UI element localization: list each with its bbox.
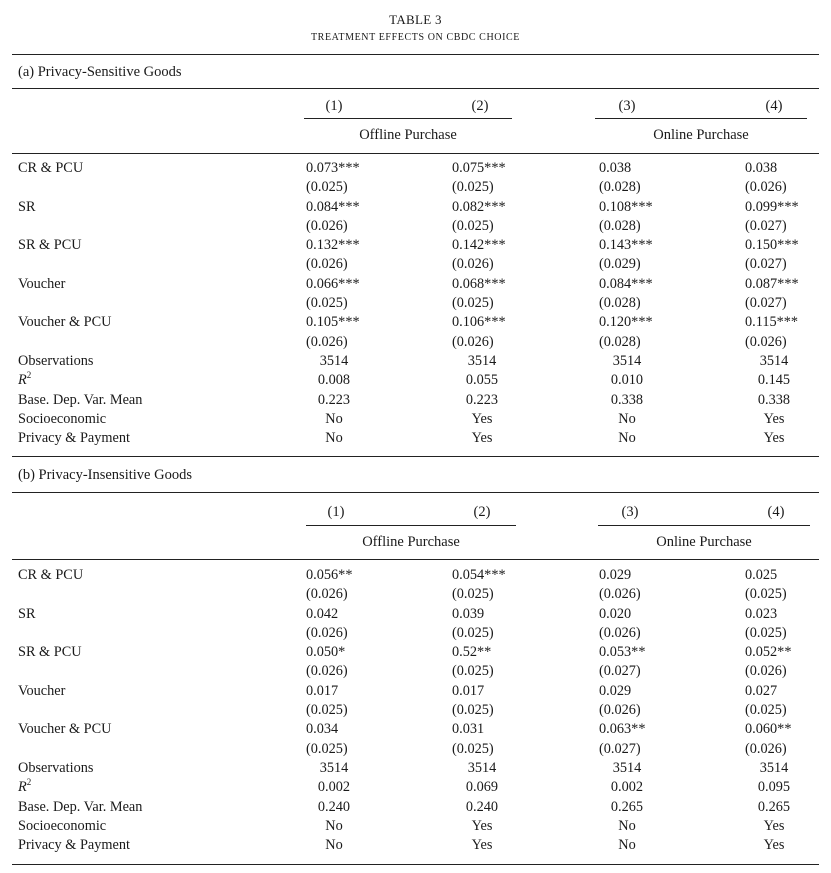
table-cell: 0.023 xyxy=(745,605,778,622)
panel-a-colnum-4: (4) xyxy=(765,98,783,114)
row-label: Privacy & Payment xyxy=(18,837,130,854)
table-cell: 0.017 xyxy=(452,682,485,699)
se-row xyxy=(0,217,831,236)
table-cell: No xyxy=(325,410,343,427)
coef-row xyxy=(0,643,831,662)
panel-b-colnum-1: (1) xyxy=(327,504,345,520)
table-cell: 0.068*** xyxy=(452,275,506,292)
table-cell: 0.038 xyxy=(745,160,778,176)
table-cell: (0.026) xyxy=(306,333,348,350)
table-cell: 0.223 xyxy=(465,391,499,408)
coef-row xyxy=(0,720,831,739)
stat-row xyxy=(0,391,831,410)
table-cell: (0.026) xyxy=(599,624,641,641)
coef-row xyxy=(0,159,831,178)
table-cell: 0.150*** xyxy=(745,237,799,254)
table-cell: 0.054*** xyxy=(452,567,506,583)
panel-b-colnum-2: (2) xyxy=(473,504,491,520)
table-cell: 0.052** xyxy=(745,644,792,661)
row-label: CR & PCU xyxy=(18,160,84,176)
se-row xyxy=(0,740,831,759)
table-cell: (0.027) xyxy=(599,663,641,680)
table-cell: (0.026) xyxy=(306,586,348,603)
table-cell: Yes xyxy=(471,837,493,854)
se-row xyxy=(0,624,831,643)
table-cell: Yes xyxy=(471,817,493,834)
table-cell: 0.025 xyxy=(745,567,778,583)
table-cell: (0.028) xyxy=(599,179,641,196)
table-cell: 0.095 xyxy=(757,779,791,796)
table-cell: (0.029) xyxy=(599,256,641,273)
table-cell: 0.132*** xyxy=(306,237,360,254)
row-label: SR xyxy=(18,605,36,622)
table-cell: (0.026) xyxy=(452,256,494,273)
table-cell: 0.087*** xyxy=(745,275,799,292)
table-cell: (0.026) xyxy=(306,663,348,680)
panel-b-title: (b) Privacy-Insensitive Goods xyxy=(18,467,192,483)
panel-b-group-offline: Offline Purchase xyxy=(362,534,460,550)
table-cell: 0.031 xyxy=(452,721,485,738)
table-cell: 3514 xyxy=(467,759,497,776)
panel-a-title-rule xyxy=(12,88,819,89)
table-cell: 0.038 xyxy=(599,160,632,176)
table-cell: 0.265 xyxy=(610,798,644,815)
table-cell: 0.042 xyxy=(306,605,339,622)
table-cell: 0.145 xyxy=(757,372,791,389)
table-cell: (0.025) xyxy=(452,295,494,312)
table-cell: 0.039 xyxy=(452,605,485,622)
table-cell: 0.105*** xyxy=(306,314,360,331)
row-label: Voucher xyxy=(18,275,66,292)
table-cell: 0.338 xyxy=(757,391,791,408)
panel-a-body xyxy=(0,159,831,448)
table-cell: Yes xyxy=(471,430,493,447)
table-cell: Yes xyxy=(471,410,493,427)
table-cell: 0.106*** xyxy=(452,314,506,331)
row-label: SR & PCU xyxy=(18,644,82,661)
table-cell: (0.025) xyxy=(452,740,494,757)
table-cell: (0.026) xyxy=(745,333,787,350)
table-cell: 0.120*** xyxy=(599,314,653,331)
table-cell: (0.028) xyxy=(599,295,641,312)
row-label: $R^2$ xyxy=(18,777,32,796)
table-cell: No xyxy=(618,410,636,427)
table-cell: 0.082*** xyxy=(452,198,506,215)
panel-b-colnum-4: (4) xyxy=(767,504,785,520)
table-cell: 3514 xyxy=(612,759,642,776)
panel-b-online-underline xyxy=(598,525,810,526)
row-label: CR & PCU xyxy=(18,567,84,583)
table-cell: No xyxy=(325,837,343,854)
table-cell: (0.025) xyxy=(306,740,348,757)
panel-a-header-rule xyxy=(12,153,819,154)
table-cell: Yes xyxy=(763,837,785,854)
row-label: Voucher & PCU xyxy=(18,314,112,331)
stat-row xyxy=(0,817,831,836)
table-cell: 0.108*** xyxy=(599,198,653,215)
panel-b-colnum-3: (3) xyxy=(621,504,639,520)
panel-a-group-offline: Offline Purchase xyxy=(359,127,457,143)
table-cell: (0.025) xyxy=(452,179,494,196)
table-cell: (0.025) xyxy=(452,624,494,641)
stat-row xyxy=(0,778,831,797)
row-label: $R^2$ xyxy=(18,370,32,389)
table-cell: Yes xyxy=(763,410,785,427)
table-cell: (0.026) xyxy=(745,179,787,196)
table-cell: 0.099*** xyxy=(745,198,799,215)
se-row xyxy=(0,294,831,313)
coef-row xyxy=(0,605,831,624)
stat-row xyxy=(0,410,831,429)
panel-a-online-underline xyxy=(595,118,807,119)
table-cell: 0.066*** xyxy=(306,275,360,292)
table-cell: (0.027) xyxy=(745,295,787,312)
se-row xyxy=(0,662,831,681)
table-cell: 0.240 xyxy=(465,798,499,815)
table-cell: (0.026) xyxy=(306,217,348,234)
row-label: SR & PCU xyxy=(18,237,82,254)
row-label: Base. Dep. Var. Mean xyxy=(18,798,143,815)
table-cell: (0.026) xyxy=(599,702,641,719)
table-cell: 3514 xyxy=(759,759,789,776)
se-row xyxy=(0,585,831,604)
se-row xyxy=(0,178,831,197)
panel-a-colnum-1: (1) xyxy=(325,98,343,114)
table-cell: (0.025) xyxy=(306,702,348,719)
row-label: Observations xyxy=(18,352,94,369)
table-cell: (0.026) xyxy=(599,586,641,603)
table-cell: (0.025) xyxy=(306,179,348,196)
table-cell: 0.143*** xyxy=(599,237,653,254)
panel-a-bottom-rule xyxy=(12,456,819,457)
row-label: Base. Dep. Var. Mean xyxy=(18,391,143,408)
coef-row xyxy=(0,275,831,294)
table-cell: No xyxy=(618,430,636,447)
table-cell: 3514 xyxy=(759,352,789,369)
row-label: Voucher & PCU xyxy=(18,721,112,738)
table-cell: 0.053** xyxy=(599,644,646,661)
table-cell: (0.025) xyxy=(452,702,494,719)
table-cell: (0.025) xyxy=(452,217,494,234)
table-cell: Yes xyxy=(763,817,785,834)
table-cell: 0.034 xyxy=(306,721,339,738)
table-cell: (0.026) xyxy=(306,256,348,273)
table-cell: 0.240 xyxy=(317,798,351,815)
table-cell: 0.223 xyxy=(317,391,351,408)
panel-a-group-online: Online Purchase xyxy=(653,127,749,143)
table-cell: 0.084*** xyxy=(306,198,360,215)
table-cell: 0.017 xyxy=(306,682,339,699)
table-cell: No xyxy=(325,430,343,447)
se-row xyxy=(0,255,831,274)
table-cell: 0.084*** xyxy=(599,275,653,292)
table-cell: 0.008 xyxy=(317,372,351,389)
bottom-rule xyxy=(12,864,819,865)
table-cell: (0.027) xyxy=(745,256,787,273)
panel-a-offline-underline xyxy=(304,118,512,119)
panel-a-colnum-3: (3) xyxy=(618,98,636,114)
table-cell: (0.025) xyxy=(745,624,787,641)
row-label: Observations xyxy=(18,759,94,776)
table-cell: 0.265 xyxy=(757,798,791,815)
table-cell: (0.026) xyxy=(452,333,494,350)
table-cell: (0.026) xyxy=(306,624,348,641)
table-cell: 0.027 xyxy=(745,682,778,699)
table-cell: (0.027) xyxy=(745,217,787,234)
panel-b-header-rule xyxy=(12,559,819,560)
table-cell: 0.063** xyxy=(599,721,646,738)
row-label: Socioeconomic xyxy=(18,410,107,427)
table-cell: 0.060** xyxy=(745,721,792,738)
se-row xyxy=(0,333,831,352)
table-cell: (0.026) xyxy=(745,740,787,757)
row-label: Voucher xyxy=(18,682,66,699)
table-cell: 0.055 xyxy=(465,372,499,389)
table-cell: 0.050* xyxy=(306,644,346,661)
table-cell: (0.025) xyxy=(745,702,787,719)
stat-row xyxy=(0,352,831,371)
table-cell: 0.338 xyxy=(610,391,644,408)
table-cell: 0.075*** xyxy=(452,160,506,176)
table-cell: 0.020 xyxy=(599,605,632,622)
table-title: TABLE 3 xyxy=(389,12,442,27)
table-cell: 3514 xyxy=(467,352,497,369)
panel-a-title: (a) Privacy-Sensitive Goods xyxy=(18,64,182,80)
table-cell: 0.069 xyxy=(465,779,499,796)
table-cell: 0.002 xyxy=(317,779,351,796)
row-label: Privacy & Payment xyxy=(18,430,130,447)
stat-row xyxy=(0,371,831,390)
table-cell: Yes xyxy=(763,430,785,447)
table-cell: (0.028) xyxy=(599,217,641,234)
table-cell: 3514 xyxy=(319,759,349,776)
table-cell: 0.142*** xyxy=(452,237,506,254)
table-cell: 0.115*** xyxy=(745,314,799,331)
coef-row xyxy=(0,236,831,255)
panel-b-group-online: Online Purchase xyxy=(656,534,752,550)
table-cell: No xyxy=(618,837,636,854)
stat-row xyxy=(0,836,831,855)
se-row xyxy=(0,701,831,720)
table-cell: 0.52** xyxy=(452,644,492,661)
coef-row xyxy=(0,566,831,585)
table-cell: 0.029 xyxy=(599,682,632,699)
coef-row xyxy=(0,313,831,332)
panel-b-body xyxy=(0,566,831,855)
table-cell: 0.029 xyxy=(599,567,632,583)
table-cell: No xyxy=(618,817,636,834)
table-cell: (0.027) xyxy=(599,740,641,757)
stat-row xyxy=(0,429,831,448)
table-cell: 0.073*** xyxy=(306,160,360,176)
panel-a-colnum-2: (2) xyxy=(471,98,489,114)
panel-b-title-rule xyxy=(12,492,819,493)
table-cell: (0.026) xyxy=(745,663,787,680)
table-subtitle: TREATMENT EFFECTS ON CBDC CHOICE xyxy=(310,32,521,43)
table-cell: (0.028) xyxy=(599,333,641,350)
stat-row xyxy=(0,798,831,817)
stat-row xyxy=(0,759,831,778)
table-cell: (0.025) xyxy=(745,586,787,603)
table-cell: 0.056** xyxy=(306,567,353,583)
table-cell: (0.025) xyxy=(306,295,348,312)
table-cell: 0.002 xyxy=(610,779,644,796)
table-cell: (0.025) xyxy=(452,586,494,603)
table-cell: 3514 xyxy=(612,352,642,369)
coef-row xyxy=(0,682,831,701)
row-label: SR xyxy=(18,198,36,215)
coef-row xyxy=(0,198,831,217)
table-cell: (0.025) xyxy=(452,663,494,680)
top-rule xyxy=(12,54,819,55)
row-label: Socioeconomic xyxy=(18,817,107,834)
table-cell: 0.010 xyxy=(610,372,644,389)
panel-b-offline-underline xyxy=(306,525,516,526)
table-cell: No xyxy=(325,817,343,834)
table-cell: 3514 xyxy=(319,352,349,369)
